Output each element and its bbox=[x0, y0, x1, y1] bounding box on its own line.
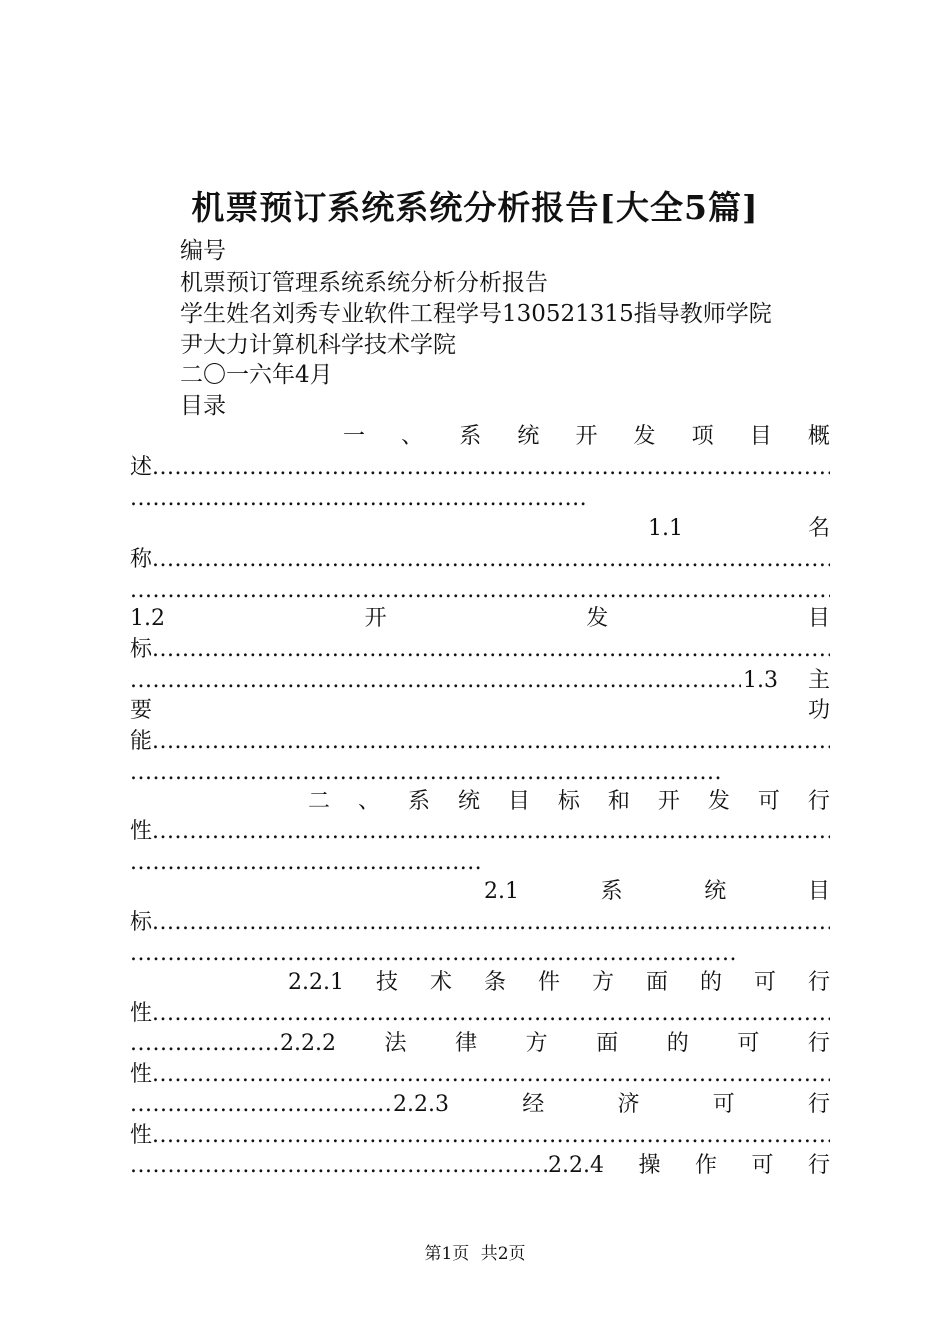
toc-word: 性 bbox=[130, 1123, 153, 1148]
toc-leader-dots bbox=[152, 1060, 830, 1090]
toc-entry-1-1[interactable] bbox=[648, 514, 830, 544]
toc-word: 面 bbox=[596, 1031, 619, 1056]
toc-leader-dots bbox=[152, 545, 830, 575]
toc-word: 性 bbox=[130, 819, 153, 844]
toc-entry-2-2-3-cont bbox=[130, 1121, 830, 1151]
toc-leader-dots bbox=[130, 758, 722, 788]
toc-word: 开 bbox=[364, 606, 387, 631]
toc-number: 2.2.1 bbox=[288, 970, 344, 995]
toc-entry-1-2[interactable] bbox=[130, 604, 830, 634]
toc-word: 要 bbox=[130, 698, 153, 723]
toc-word: 面 bbox=[645, 970, 668, 995]
page-number-total: 共2页 bbox=[480, 1244, 526, 1264]
toc-word: 发 bbox=[707, 789, 730, 814]
toc-entry-1-cont bbox=[130, 453, 830, 483]
toc-word: 行 bbox=[807, 1031, 830, 1056]
toc-word: 、 bbox=[401, 424, 424, 449]
toc-leader-dots bbox=[130, 1151, 548, 1181]
toc-word: 术 bbox=[429, 970, 452, 995]
toc-word: 功 bbox=[807, 698, 830, 723]
toc-word: 二 bbox=[308, 789, 331, 814]
toc-leader-dots bbox=[130, 576, 830, 606]
toc-number: 2.2.2 bbox=[280, 1031, 336, 1056]
toc-word: 发 bbox=[633, 424, 656, 449]
toc-word: 标 bbox=[130, 910, 153, 935]
toc-word: 方 bbox=[525, 1031, 548, 1056]
toc-leader-dots bbox=[130, 848, 480, 878]
toc-leader-dots bbox=[152, 1121, 830, 1151]
toc-word: 性 bbox=[130, 1062, 153, 1087]
toc-word: 系 bbox=[459, 424, 482, 449]
toc-word: 可 bbox=[737, 1031, 760, 1056]
toc-leader-dots bbox=[130, 939, 735, 969]
toc-word: 统 bbox=[704, 879, 727, 904]
toc-word: 经 bbox=[522, 1092, 545, 1117]
toc-word: 系 bbox=[407, 789, 430, 814]
toc-leader-dots bbox=[152, 453, 830, 483]
toc-word: 技 bbox=[375, 970, 398, 995]
toc-entry-2-2-3[interactable] bbox=[130, 1090, 830, 1120]
toc-leader-dots bbox=[130, 666, 741, 696]
toc-number: 1.2 bbox=[130, 606, 165, 631]
toc-entry-2-2-2[interactable] bbox=[130, 1029, 830, 1059]
toc-word: 主 bbox=[807, 668, 830, 693]
toc-word: 行 bbox=[807, 970, 830, 995]
toc-word: 开 bbox=[657, 789, 680, 814]
date-line: 二〇一六年4月 bbox=[180, 362, 333, 388]
toc-word: 目 bbox=[749, 424, 772, 449]
toc-heading: 目录 bbox=[180, 393, 226, 419]
toc-word: 一 bbox=[343, 424, 366, 449]
toc-word: 行 bbox=[807, 1153, 830, 1178]
toc-word: 标 bbox=[130, 637, 153, 662]
toc-entry-1-3-line2 bbox=[130, 696, 830, 726]
toc-leader-dots bbox=[152, 908, 830, 938]
toc-word: 系 bbox=[600, 879, 623, 904]
toc-word: 目 bbox=[807, 606, 830, 631]
toc-entry-2-2-4-words bbox=[548, 1151, 830, 1181]
toc-entry-2[interactable] bbox=[308, 787, 830, 817]
toc-word: 发 bbox=[586, 606, 609, 631]
toc-word: 可 bbox=[751, 1153, 774, 1178]
toc-entry-1-2-cont bbox=[130, 635, 830, 665]
page-number-current: 第1页 bbox=[424, 1244, 470, 1264]
toc-entry-2-1-cont bbox=[130, 908, 830, 938]
toc-word: 方 bbox=[591, 970, 614, 995]
report-subtitle: 机票预订管理系统系统分析分析报告 bbox=[180, 270, 548, 296]
toc-word: 性 bbox=[130, 1001, 153, 1026]
toc-word: 条 bbox=[483, 970, 506, 995]
toc-word: 称 bbox=[130, 547, 153, 572]
toc-word: 述 bbox=[130, 455, 153, 480]
toc-number: 2.1 bbox=[484, 879, 519, 904]
toc-word: 目 bbox=[807, 879, 830, 904]
toc-word: 可 bbox=[712, 1092, 735, 1117]
toc-number: 2.2.4 bbox=[548, 1153, 604, 1178]
toc-word: 行 bbox=[807, 789, 830, 814]
toc-leader-dots bbox=[130, 484, 585, 514]
toc-word: 律 bbox=[455, 1031, 478, 1056]
toc-word: 的 bbox=[666, 1031, 689, 1056]
toc-leader-dots bbox=[152, 635, 830, 665]
toc-number: 1.1 bbox=[648, 516, 683, 541]
toc-word: 目 bbox=[507, 789, 530, 814]
toc-word: 件 bbox=[537, 970, 560, 995]
toc-entry-2-2-1-cont bbox=[130, 999, 830, 1029]
toc-word: 行 bbox=[807, 1092, 830, 1117]
toc-number: 2.2.3 bbox=[393, 1092, 449, 1117]
toc-word: 概 bbox=[807, 424, 830, 449]
toc-number: 1.3 bbox=[742, 668, 778, 693]
college-info: 尹大力计算机科学技术学院 bbox=[180, 332, 456, 358]
toc-entry-1[interactable] bbox=[343, 422, 830, 452]
toc-word: 、 bbox=[357, 789, 380, 814]
toc-word: 和 bbox=[607, 789, 630, 814]
page-footer bbox=[0, 1243, 950, 1265]
toc-word: 可 bbox=[757, 789, 780, 814]
document-title: 机票预订系统系统分析报告[大全5篇] bbox=[191, 188, 759, 227]
toc-entry-1-3-cont bbox=[130, 727, 830, 757]
toc-word: 的 bbox=[699, 970, 722, 995]
doc-number-label: 编号 bbox=[180, 238, 226, 264]
toc-word: 项 bbox=[691, 424, 714, 449]
toc-leader-dots bbox=[152, 999, 830, 1029]
toc-entry-2-2-3-words bbox=[393, 1090, 830, 1120]
toc-entry-1-3[interactable] bbox=[130, 666, 830, 696]
toc-entry-2-2-1[interactable] bbox=[288, 968, 830, 998]
toc-word: 标 bbox=[557, 789, 580, 814]
toc-word: 名 bbox=[807, 516, 830, 541]
toc-leader-dots bbox=[152, 727, 830, 757]
toc-leader-dots bbox=[130, 1029, 280, 1059]
toc-entry-2-2-2-words bbox=[280, 1029, 830, 1059]
toc-word: 开 bbox=[575, 424, 598, 449]
toc-word: 操 bbox=[638, 1153, 661, 1178]
toc-word: 作 bbox=[694, 1153, 717, 1178]
toc-entry-1-1-cont bbox=[130, 545, 830, 575]
toc-word: 统 bbox=[457, 789, 480, 814]
toc-leader-dots bbox=[152, 817, 830, 847]
toc-entry-2-2-4[interactable] bbox=[130, 1151, 830, 1181]
toc-word: 法 bbox=[384, 1031, 407, 1056]
toc-word: 能 bbox=[130, 729, 153, 754]
toc-entry-2-cont bbox=[130, 817, 830, 847]
toc-entry-2-2-2-cont bbox=[130, 1060, 830, 1090]
student-info: 学生姓名刘秀专业软件工程学号130521315指导教师学院 bbox=[180, 301, 772, 327]
toc-word: 济 bbox=[617, 1092, 640, 1117]
toc-word: 统 bbox=[517, 424, 540, 449]
toc-leader-dots bbox=[130, 1090, 393, 1120]
toc-word: 可 bbox=[753, 970, 776, 995]
toc-entry-2-1[interactable] bbox=[484, 877, 830, 907]
